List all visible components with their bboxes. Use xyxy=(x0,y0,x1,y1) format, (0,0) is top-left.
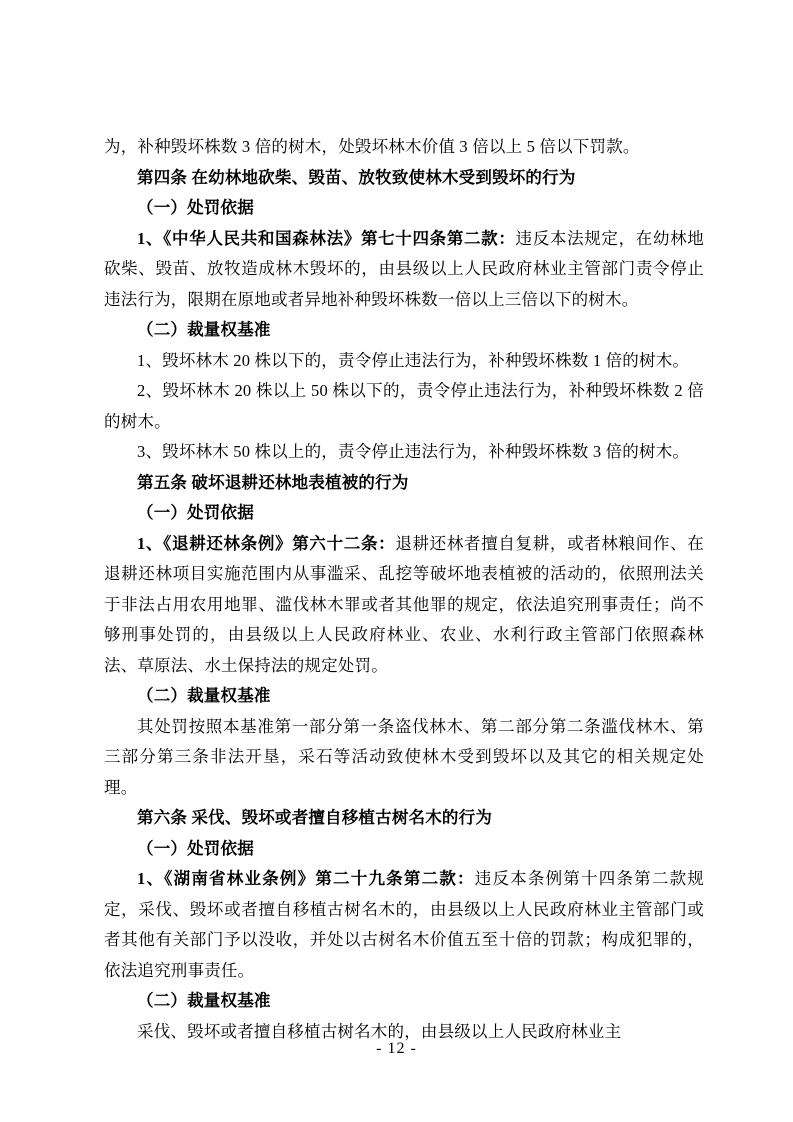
law-citation-label: 1、《退耕还林条例》第六十二条： xyxy=(137,533,396,553)
paragraph-law-basis-6 xyxy=(104,864,704,986)
section-heading-article-6: 第六条 采伐、毁坏或者擅自移植古树名木的行为 xyxy=(137,808,493,827)
subsection-heading-penalty-basis-6: （一）处罚依据 xyxy=(137,838,254,858)
section-heading-article-5: 第五条 破坏退耕还林地表植被的行为 xyxy=(137,472,409,492)
paragraph-law-basis-5 xyxy=(104,529,704,682)
subsection-heading-discretion-standard-5: （二）裁量权基准 xyxy=(137,686,271,705)
paragraph-continuation: 为，补种毁坏株数 3 倍的树木，处毁坏林木价值 3 倍以上 5 倍以下罚款。 xyxy=(104,137,640,156)
law-citation-text: 违反本法规定，在幼林地砍柴、毁苗、放牧造成林木毁坏的，由县级以上人民政府林业主管部门责令停止违法行为，限期在原地或者异地补种毁坏株数一倍以上三倍以下的树木。 xyxy=(104,228,705,309)
page-number-footer: - 12 - xyxy=(376,1040,417,1057)
law-citation-text: 违反本条例第十四条第二款规定，采伐、毁坏或者擅自移植古树名木的，由县级以上人民政府林业主管部门或者其他有关部门予以没收，并处以古树名木价值五至十倍的罚款；构成犯罪的，依法追究刑事责任。 xyxy=(104,869,704,980)
paragraph-standard-5-1: 其处罚按照本基准第一部分第一条盗伐林木、第二部分第二条滥伐林木、第三部分第三条非法开垦，采石等活动致使林木受到毁坏以及其它的相关规定处理。 xyxy=(104,716,704,797)
paragraph-standard-4-1: 1、毁坏林木 20 株以下的，责令停止违法行为，补种毁坏株数 1 倍的树木。 xyxy=(137,350,690,370)
subsection-heading-discretion-standard-4: （二）裁量权基准 xyxy=(137,320,271,339)
document-body xyxy=(104,132,704,1047)
subsection-heading-discretion-standard-6: （二）裁量权基准 xyxy=(137,991,271,1010)
subsection-heading-penalty-basis-4: （一）处罚依据 xyxy=(137,198,254,217)
law-citation-label: 1、《湖南省林业条例》第二十九条第二款： xyxy=(137,869,475,888)
paragraph-standard-4-3: 3、毁坏林木 50 株以上的，责令停止违法行为，补种毁坏株数 3 倍的树木。 xyxy=(137,442,690,461)
law-citation-label: 1、《中华人民共和国森林法》第七十四条第二款： xyxy=(137,228,516,248)
law-citation-text: 退耕还林者擅自复耕，或者林粮间作、在退耕还林项目实施范围内从事滥采、乱挖等破坏地表植被的活动的，依照刑法关于非法占用农用地罪、滥伐林木罪或者其他罪的规定，依法追究刑事责任；尚不够刑事处罚的，由县级以上人民政府林业、农业、水利行政主管部门依照森林法、草原法、水土保持法的规定处罚。 xyxy=(104,533,704,675)
paragraph-standard-4-2: 2、毁坏林木 20 株以上 50 株以下的，责令停止违法行为，补种毁坏株数 2 倍的树木。 xyxy=(104,381,704,431)
subsection-heading-penalty-basis-5: （一）处罚依据 xyxy=(137,503,254,522)
section-heading-article-4: 第四条 在幼林地砍柴、毁苗、放牧致使林木受到毁坏的行为 xyxy=(137,167,576,187)
paragraph-standard-6-1: 采伐、毁坏或者擅自移植古树名木的，由县级以上人民政府林业主 xyxy=(137,1021,622,1041)
paragraph-law-basis-4 xyxy=(104,224,704,316)
